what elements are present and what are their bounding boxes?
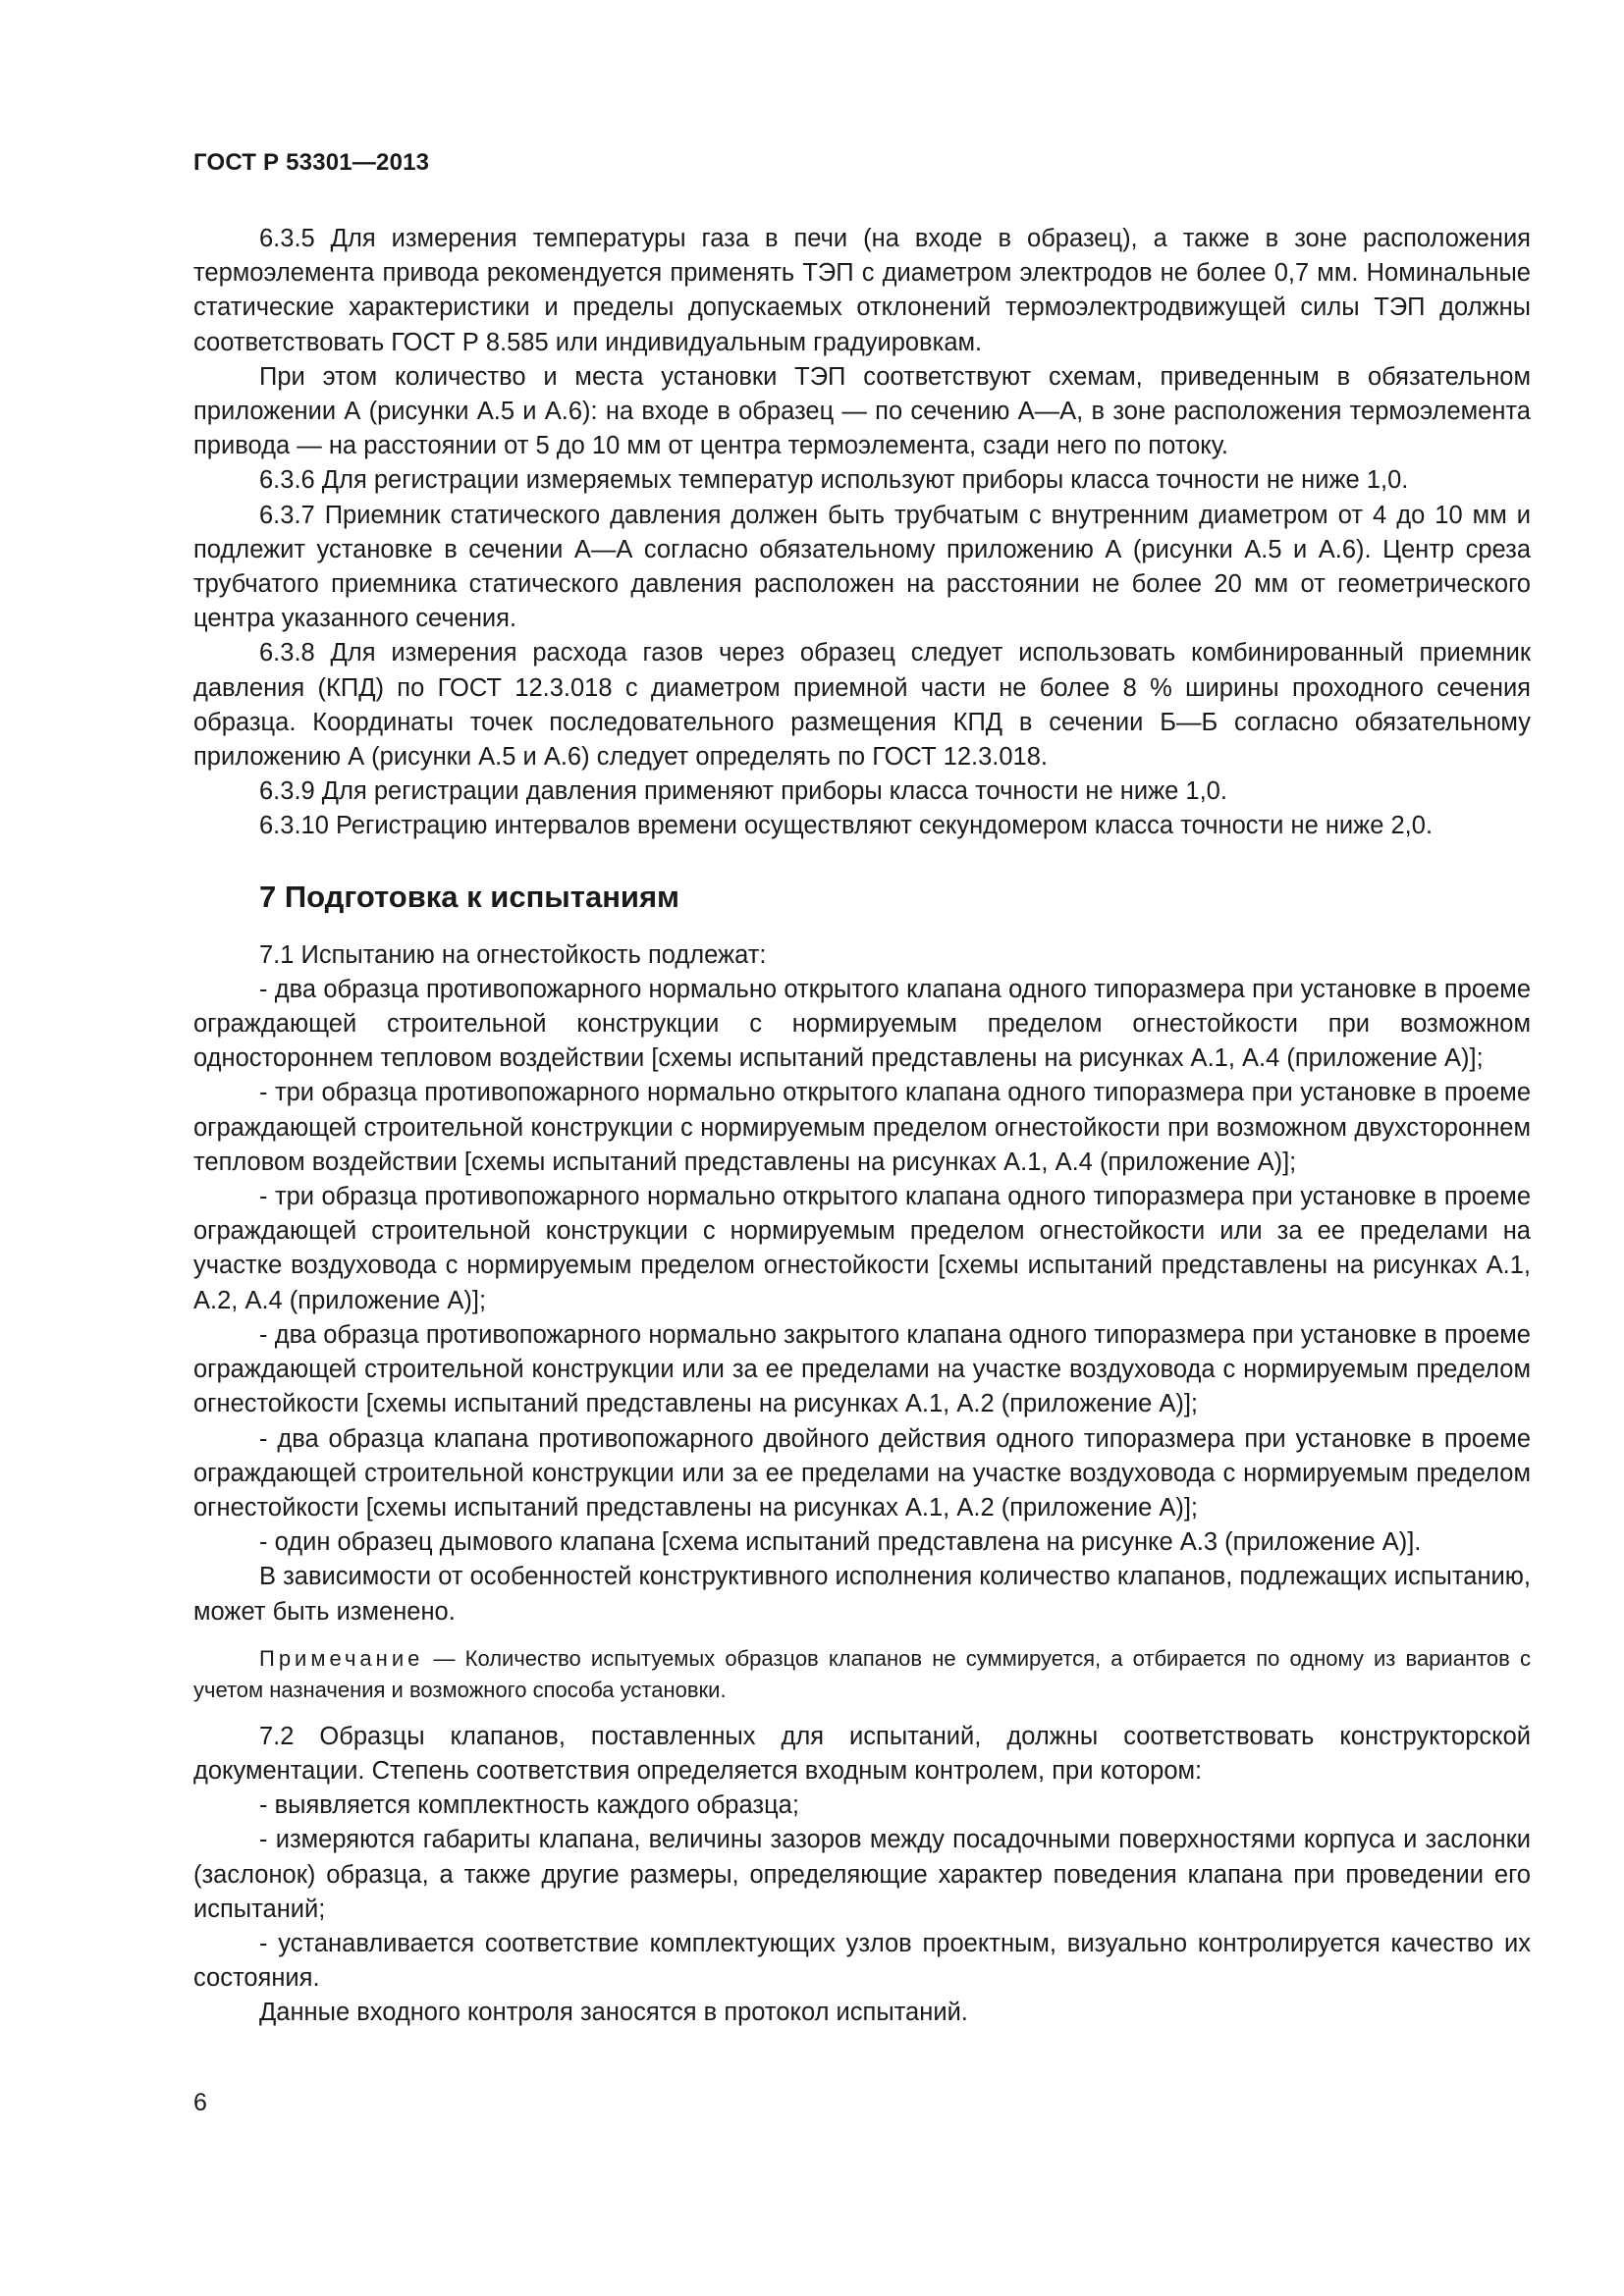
paragraph-6-3-5: 6.3.5 Для измерения температуры газа в печи (на входе в образец), а также в зоне расположения термоэлемента привода рекомендуется применять ТЭП с диаметром электродов не более 0,7 мм. Номинальные статические характеристики и пределы допускаемых отклонений термоэлектродвижущей силы ТЭП должны соответствовать ГОСТ Р 8.585 или индивидуальным градуировкам. — [193, 225, 1531, 356]
page-number: 6 — [193, 2089, 207, 2116]
note-text: — Количество испытуемых образцов клапанов не суммируется, а отбирается по одному из вариантов с учетом назначения и возможного способа установки. — [193, 1645, 1531, 1702]
spacer — [193, 1629, 1531, 1643]
list-item: - три образца противопожарного нормально открытого клапана одного типоразмера при установке в проеме ограждающей строительной конструкции с нормируемым пределом огнестойкости или за ее пределами на участке воздуховода с нормируемым пределом огнестойкости [схемы испытаний представлены на рисунках А.1, А.2, А.4 (приложение А)]; — [193, 1183, 1531, 1314]
paragraph-6-3-6: 6.3.6 Для регистрации измеряемых температур используют приборы класса точности не ниже 1,0. — [259, 466, 1409, 495]
list-item: - устанавливается соответствие комплектующих узлов проектным, визуально контролируется качество их состояния. — [193, 1929, 1531, 1993]
paragraph-6-3-10: 6.3.10 Регистрацию интервалов времени осуществляют секундомером класса точности не ниже 2,0. — [259, 812, 1434, 840]
note-label: Примечание — [259, 1645, 424, 1671]
paragraph-6-3-5-continued: При этом количество и места установки ТЭП соответствуют схемам, приведенным в обязательном приложении А (рисунки А.5 и А.6): на входе в образец — по сечению А—А, в зоне расположения термоэлемента привода — на расстоянии от 5 до 10 мм от центра термоэлемента, сзади него по потоку. — [193, 362, 1531, 460]
list-item: - два образца противопожарного нормально закрытого клапана одного типоразмера при установке в проеме ограждающей строительной конструкции или за ее пределами на участке воздуховода с нормируемым пределом огнестойкости [схемы испытаний представлены на рисунках А.1, А.2 (приложение А)]; — [193, 1320, 1531, 1418]
document-header: ГОСТ Р 53301—2013 — [193, 149, 430, 176]
section-heading: 7 Подготовка к испытаниям — [259, 879, 679, 914]
paragraph-7-2-closing: Данные входного контроля заносятся в протокол испытаний. — [259, 1999, 968, 2027]
list-item: - измеряются габариты клапана, величины зазоров между посадочными поверхностями корпуса и заслонки (заслонок) образца, а также другие размеры, определяющие характер поведения клапана при проведении его испытаний; — [193, 1826, 1531, 1923]
page-content — [193, 222, 1531, 2031]
paragraph-7-2: 7.2 Образцы клапанов, поставленных для испытаний, должны соответствовать конструкторской документации. Степень соответствия определяется входным контролем, при котором: — [193, 1722, 1531, 1785]
paragraph-6-3-8: 6.3.8 Для измерения расхода газов через образец следует использовать комбинированный приемник давления (КПД) по ГОСТ 12.3.018 с диаметром приемной части не более 8 % ширины проходного сечения образца. Координаты точек последовательного размещения КПД в сечении Б—Б согласно обязательному приложению А (рисунки А.5 и А.6) следует определять по ГОСТ 12.3.018. — [193, 639, 1531, 772]
note — [193, 1643, 1531, 1706]
list-item: - два образца противопожарного нормально открытого клапана одного типоразмера при установке в проеме ограждающей строительной конструкции с нормируемым пределом огнестойкости при возможном одностороннем тепловом воздействии [схемы испытаний представлены на рисунках А.1, А.4 (приложение А)]; — [193, 975, 1531, 1073]
list-item: - три образца противопожарного нормально открытого клапана одного типоразмера при установке в проеме ограждающей строительной конструкции с нормируемым пределом огнестойкости при возможном двухстороннем тепловом воздействии [схемы испытаний представлены на рисунках А.1, А.4 (приложение А)]; — [193, 1079, 1531, 1176]
spacer — [193, 917, 1531, 938]
paragraph-6-3-9: 6.3.9 Для регистрации давления применяют приборы класса точности не ниже 1,0. — [259, 777, 1227, 806]
paragraph-7-1-closing: В зависимости от особенностей конструктивного исполнения количество клапанов, подлежащих испытанию, может быть изменено. — [193, 1563, 1531, 1626]
paragraph-7-1: 7.1 Испытанию на огнестойкость подлежат: — [259, 940, 767, 969]
spacer — [193, 844, 1531, 878]
list-item: - два образца клапана противопожарного двойного действия одного типоразмера при установке в проеме ограждающей строительной конструкции или за ее пределами на участке воздуховода с нормируемым пределом огнестойкости [схемы испытаний представлены на рисунках А.1, А.2 (приложение А)]; — [193, 1424, 1531, 1522]
paragraph-6-3-7: 6.3.7 Приемник статического давления должен быть трубчатым с внутренним диаметром от 4 до 10 мм и подлежит установке в сечении А—А согласно обязательному приложению А (рисунки А.5 и А.6). Центр среза трубчатого приемника статического давления расположен на расстоянии не более 20 мм от геометрического центра указанного сечения. — [193, 501, 1531, 633]
list-item: - один образец дымового клапана [схема испытаний представлена на рисунке А.3 (приложение А)]. — [259, 1528, 1422, 1557]
spacer — [193, 1706, 1531, 1720]
list-item: - выявляется комплектность каждого образца; — [259, 1791, 799, 1820]
